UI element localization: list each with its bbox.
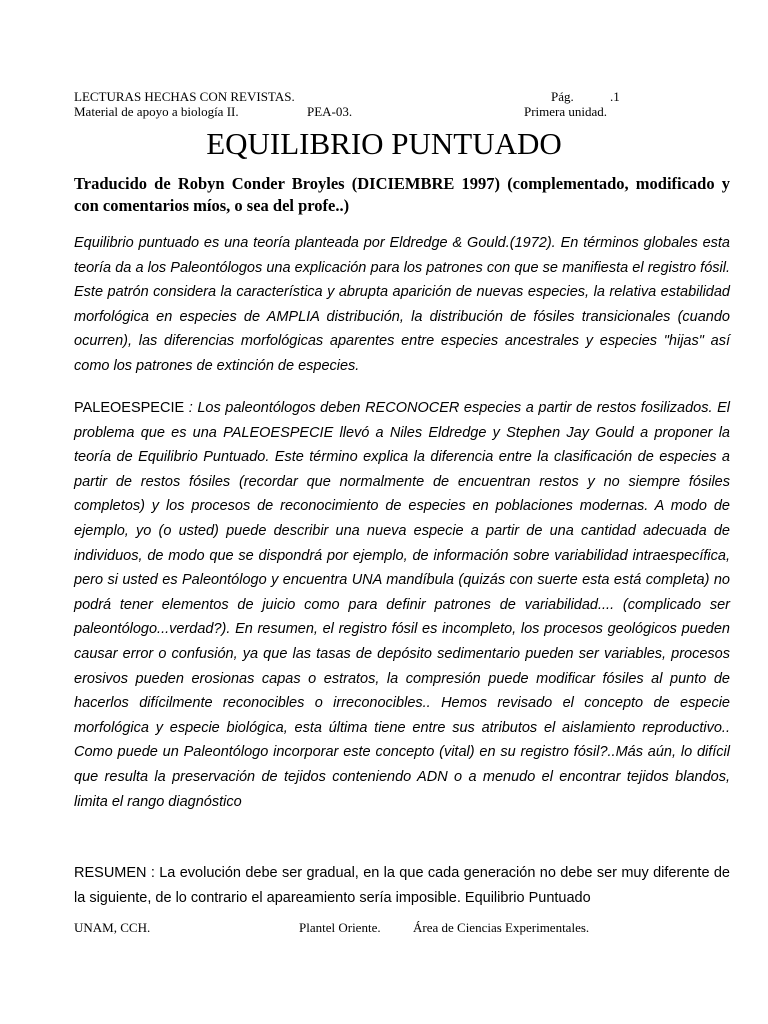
paragraph-intro: Equilibrio puntuado es una teoría planteada por Eldredge & Gould.(1972). En términos globales esta teoría da a los Paleontólogos una explicación para los patrones con que se manifiesta el registro fósil. Este patrón considera la característica y abrupta aparición de nuevas especies, la relativa estabilidad morfológica en especies de AMPLIA distribución, la distribución de fósiles transicionales (cuando ocurren), las diferencias morfológicas aparentes entre especies ancestrales y especies "hijas" así como los patrones de extinción de especies. [74,235,730,374]
footer-institution: UNAM, CCH. [74,920,151,935]
paragraph-resumen: RESUMEN : La evolución debe ser gradual, en la que cada generación no debe ser muy diferente de la siguiente, de lo contrario el apareamiento sería imposible. Equilibrio Puntuado [74,865,730,906]
header-code: PEA-03. [307,104,353,119]
footer-area: Área de Ciencias Experimentales. [413,920,590,935]
paleoespecie-term: PALEOESPECIE [74,400,185,416]
header-reading-title: LECTURAS HECHAS CON REVISTAS. [74,89,295,104]
document-title: EQUILIBRIO PUNTUADO [206,126,562,161]
header-page-number: .1 [610,89,620,104]
header-unit: Primera unidad. [524,104,608,119]
header-page-label: Pág. [551,89,574,104]
paleoespecie-body: : Los paleontólogos deben RECONOCER especies a partir de restos fosilizados. El problema que es una PALEOESPECIE llevó a Niles Eldredge y Stephen Jay Gould a proponer la teoría de Equilibrio Puntuado. Este término explica la diferencia entre la clasificación de especies a partir de restos fósiles (recordar que normalmente de encuentran restos y no siempre fósiles completos) y los procesos de reconocimiento de especies en poblaciones modernas. A modo de ejemplo, yo (o usted) puede describir una nueva especie a partir de una cantidad adecuada de individuos, de modo que se dispondrá por ejemplo, de información sobre variabilidad intraespecífica, pero si usted es Paleontólogo y encuentra UNA mandíbula (quizás con suerte esta está completa) no podrá tener elementos de juicio como para definir patrones de variabilidad.... (complicado ser paleontólogo...verdad?). En resumen, el registro fósil es incompleto, los procesos geológicos pueden causar error o confusión, ya que las tasas de depósito sedimentario pueden ser variables, procesos erosivos pueden erosionas capas o estratos, la compresión puede modificar fósiles al punto de hacerlos difícilmente reconocibles o irreconocibles.. Hemos revisado el concepto de especie morfológica y especie biológica, esta última tiene entre sus atributos el aislamiento reproductivo.. Como puede un Paleontólogo incorporar este concepto (vital) en su registro fósil?..Más aún, lo difícil que resulta la preservación de tejidos conteniendo ADN o a menudo el encontrar tejidos blandos, limita el rango diagnóstico [74,400,730,810]
footer-campus: Plantel Oriente. [299,920,381,935]
paragraph-paleoespecie [74,396,730,814]
document-subtitle: Traducido de Robyn Conder Broyles (DICIEMBRE 1997) (complementado, modificado y con comentarios míos, o sea del profe..) [74,174,730,215]
header-course-material: Material de apoyo a biología II. [74,104,239,119]
